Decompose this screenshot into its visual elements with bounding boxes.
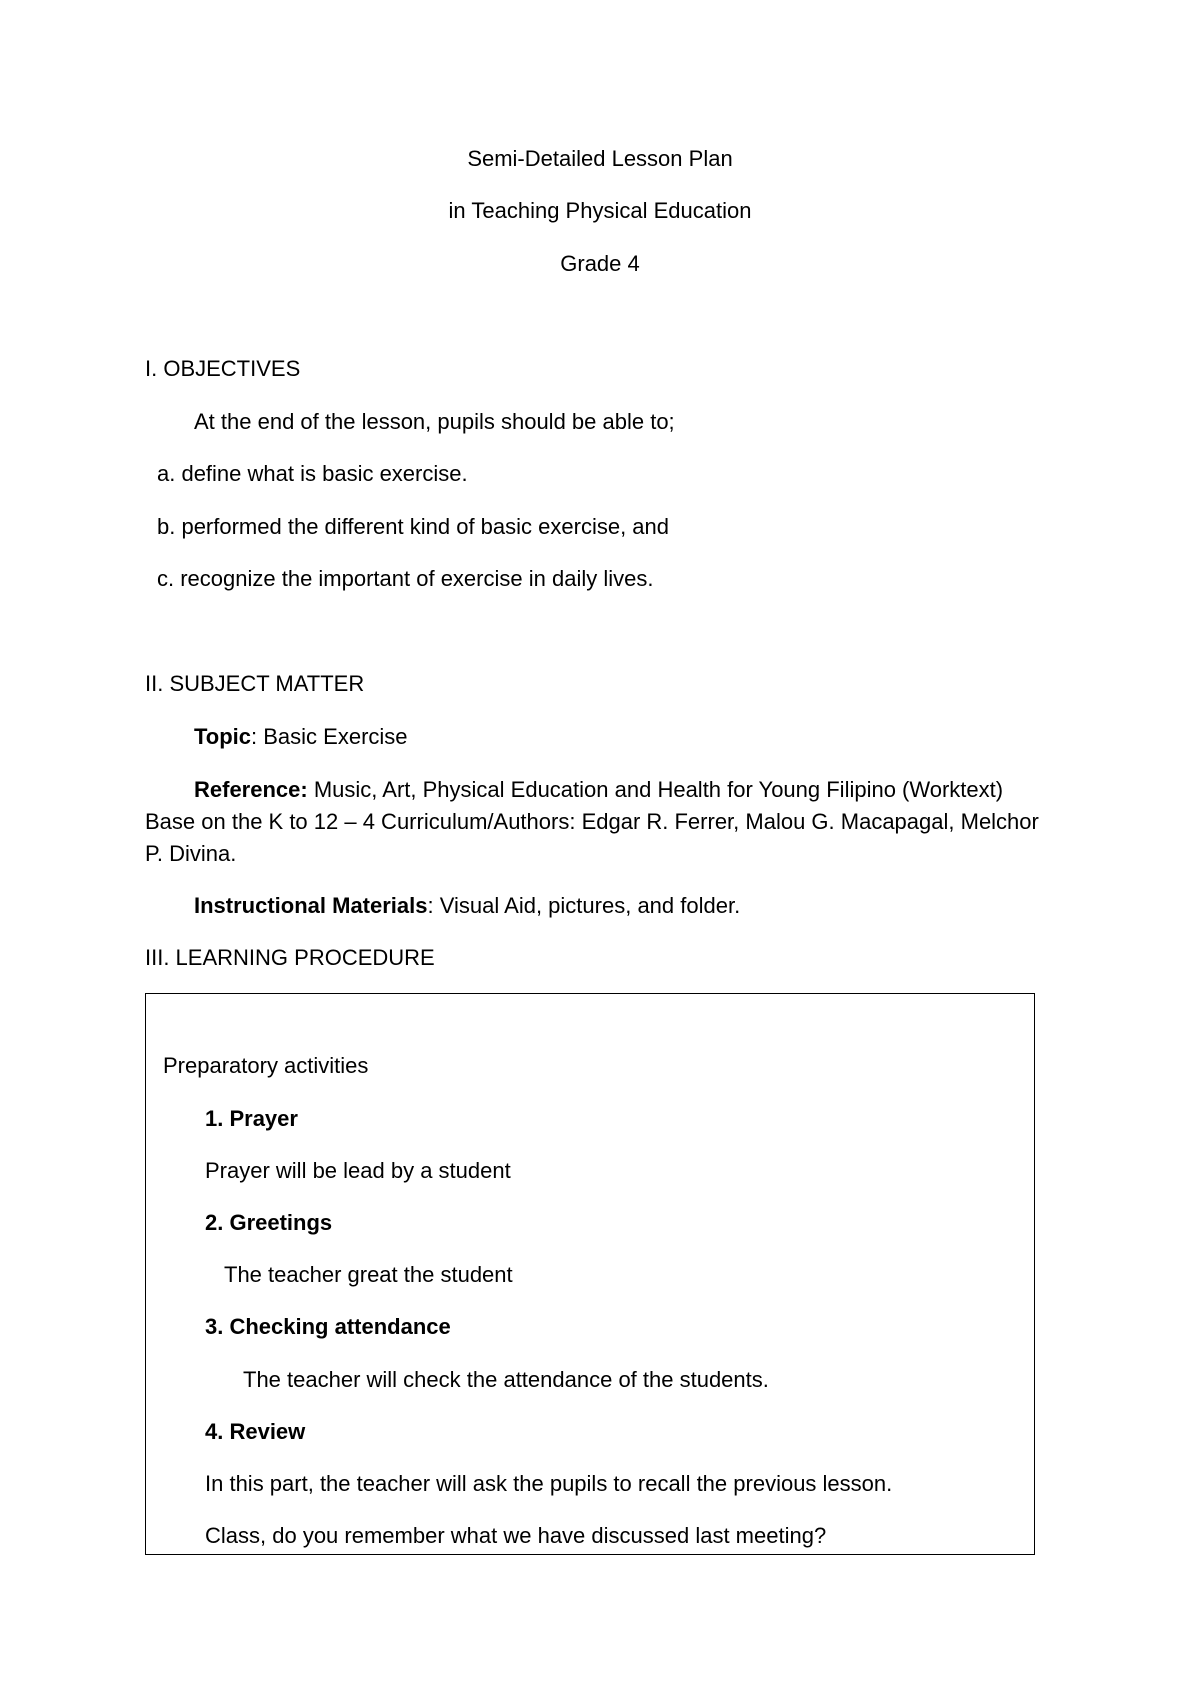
step-title-attendance: 3. Checking attendance <box>205 1314 451 1339</box>
step-text-review: In this part, the teacher will ask the pupils to recall the previous lesson. <box>205 1471 893 1496</box>
materials-value: : Visual Aid, pictures, and folder. <box>427 893 741 918</box>
topic-value: : Basic Exercise <box>251 724 408 749</box>
materials-line <box>194 891 740 921</box>
subject-matter-heading: II. SUBJECT MATTER <box>145 671 365 696</box>
reference-paragraph <box>145 774 1045 870</box>
procedure-box <box>145 993 1035 1555</box>
objective-item: b. performed the different kind of basic exercise, and <box>157 514 669 539</box>
objectives-intro: At the end of the lesson, pupils should be able to; <box>194 409 675 434</box>
step-text-review-question: Class, do you remember what we have discussed last meeting? <box>205 1523 827 1548</box>
step-text-prayer: Prayer will be lead by a student <box>205 1158 511 1183</box>
step-title-prayer: 1. Prayer <box>205 1106 298 1131</box>
document-subtitle: in Teaching Physical Education <box>448 198 752 223</box>
step-title-review: 4. Review <box>205 1419 306 1444</box>
step-title-greetings: 2. Greetings <box>205 1210 333 1235</box>
objectives-heading: I. OBJECTIVES <box>145 356 301 381</box>
topic-line <box>194 722 408 752</box>
reference-value: Music, Art, Physical Education and Health for Young Filipino (Worktext) Base on the K to 12 – 4 Curriculum/Authors: Edgar R. Ferrer, Malou G. Macapagal, Melchor P. Divina. <box>145 777 1039 866</box>
materials-label: Instructional Materials <box>194 893 428 918</box>
topic-label: Topic <box>194 724 252 749</box>
procedure-heading: III. LEARNING PROCEDURE <box>145 945 435 970</box>
step-text-attendance: The teacher will check the attendance of the students. <box>243 1367 769 1392</box>
preparatory-activities-label: Preparatory activities <box>163 1053 369 1078</box>
objective-item: a. define what is basic exercise. <box>157 461 468 486</box>
reference-label: Reference: <box>194 777 308 802</box>
objective-item: c. recognize the important of exercise in daily lives. <box>157 566 654 591</box>
step-text-greetings: The teacher great the student <box>224 1262 513 1287</box>
document-title: Semi-Detailed Lesson Plan <box>467 146 733 171</box>
grade-label: Grade 4 <box>560 251 640 276</box>
